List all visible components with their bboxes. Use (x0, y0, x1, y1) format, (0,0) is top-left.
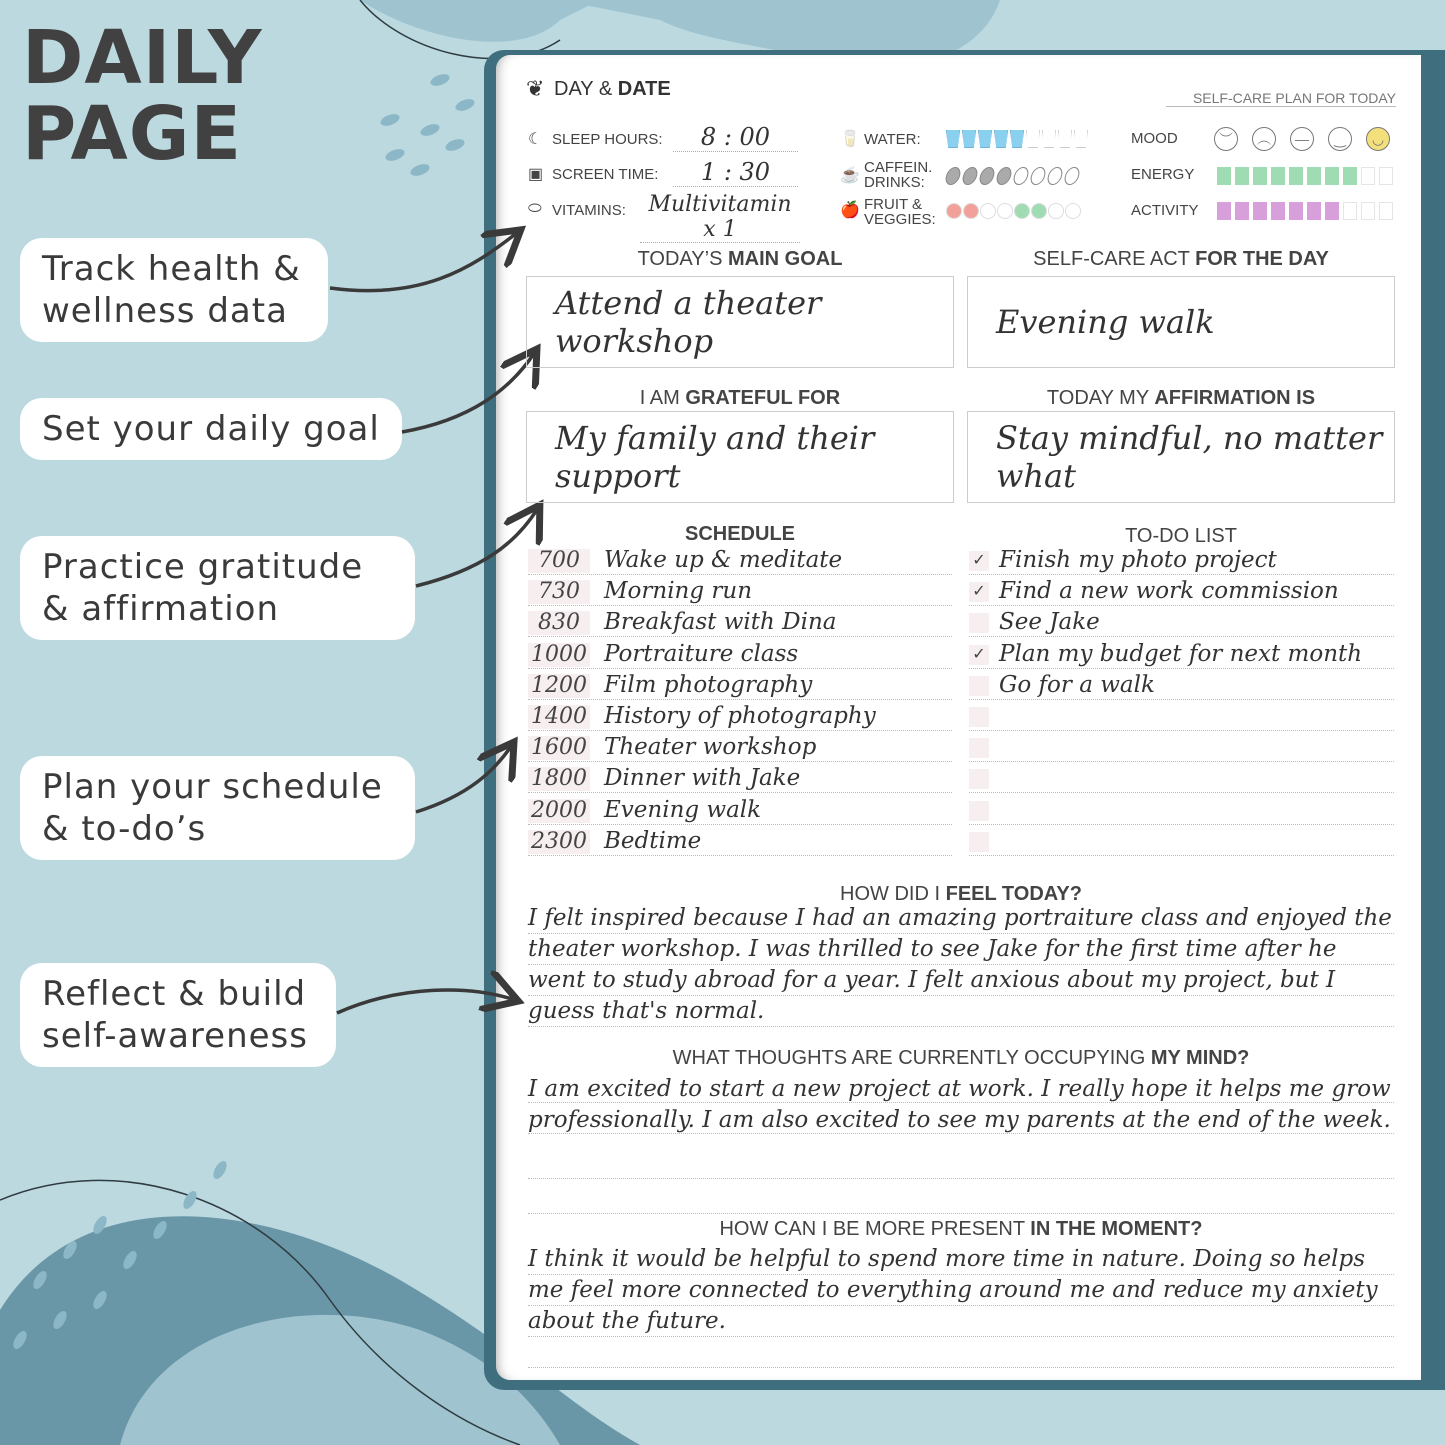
caffeine-label-2: DRINKS: (864, 174, 925, 191)
todo-row[interactable] (969, 734, 1394, 762)
mood-label: MOOD (1131, 130, 1178, 147)
main-goal-box[interactable]: Attend a theater workshop (526, 276, 954, 368)
main-goal-title (526, 248, 954, 271)
title-plain: TODAY MY (1046, 387, 1149, 409)
energy-square[interactable] (1217, 167, 1231, 185)
todo-title: TO-DO LIST (1125, 525, 1237, 547)
day-date-bold: DATE (617, 78, 671, 100)
sleep-hours-label: SLEEP HOURS: (552, 131, 663, 148)
todo-checkbox[interactable] (969, 707, 989, 727)
energy-square[interactable] (1253, 167, 1267, 185)
activity-label: ACTIVITY (1131, 202, 1199, 219)
screen-time-value: 1 : 30 (673, 158, 798, 187)
energy-square[interactable] (1361, 167, 1375, 185)
callout-health (20, 238, 328, 342)
callout-line: Track health & (42, 249, 301, 289)
callout-schedule (20, 756, 415, 860)
coffee-bean-icon[interactable] (1046, 167, 1065, 185)
affirmation-title (967, 387, 1395, 410)
fruit-icons (946, 203, 1082, 224)
title-plain: HOW DID I (840, 883, 941, 905)
thoughts-text[interactable]: I am excited to start a new project at work. I really hope it helps me grow professionally. I am also excited to see my parents at the end of the week. (528, 1076, 1391, 1133)
title-bold: MAIN GOAL (727, 248, 843, 270)
water-cup-icon[interactable] (1074, 130, 1088, 148)
callout-reflect (20, 963, 336, 1067)
title-bold: GRATEFUL FOR (685, 387, 841, 409)
callout-line: wellness data (42, 291, 288, 331)
title-bold: FOR THE DAY (1195, 248, 1329, 270)
mood-face-icon[interactable]: — (1290, 127, 1314, 151)
todo-row[interactable] (969, 828, 1394, 856)
schedule-time: 2300 (528, 830, 590, 854)
energy-square[interactable] (1379, 167, 1393, 185)
pill-icon: ⬭ (528, 200, 542, 217)
vitamins-value: Multivitamin x 1 (640, 192, 800, 243)
title-bold: IN THE MOMENT? (1030, 1218, 1203, 1240)
schedule-time: 2000 (528, 799, 590, 823)
schedule-time: 1400 (528, 705, 590, 729)
title-plain: TODAY’S (637, 248, 723, 270)
water-cup-icon[interactable] (978, 130, 992, 148)
title-bold: MY MIND? (1150, 1047, 1250, 1069)
schedule-time: 1200 (528, 674, 590, 698)
coffee-bean-icon[interactable] (995, 167, 1014, 185)
caffeine-beans (946, 167, 1082, 190)
water-cup-icon[interactable] (962, 130, 976, 148)
fruit-icon[interactable] (997, 203, 1013, 219)
vitamins-label: VITAMINS: (552, 202, 626, 219)
todo-text: See Jake (999, 609, 1100, 636)
schedule-time: 1800 (528, 767, 590, 791)
callout-line: self-awareness (42, 1016, 308, 1056)
energy-label: ENERGY (1131, 166, 1195, 183)
coffee-bean-icon[interactable] (978, 167, 997, 185)
fruit-label (864, 197, 936, 227)
water-cup-icon[interactable] (1026, 130, 1040, 148)
fruit-icon[interactable] (1048, 203, 1064, 219)
present-title (526, 1218, 1396, 1241)
screen-icon: ▣ (528, 166, 544, 183)
schedule-time: 1600 (528, 736, 590, 760)
callout-gratitude (20, 536, 415, 640)
todo-text: Finish my photo project (999, 547, 1277, 573)
activity-square[interactable] (1271, 202, 1285, 220)
schedule-row[interactable] (528, 578, 952, 606)
water-bottle-icon: 🥛 (840, 131, 860, 148)
schedule-row[interactable] (528, 547, 952, 575)
callout-line: & to-do’s (42, 809, 207, 849)
activity-square[interactable] (1217, 202, 1231, 220)
page-heading (22, 15, 263, 177)
coffee-bean-icon[interactable] (1063, 167, 1082, 185)
schedule-text: Bedtime (604, 827, 702, 854)
callout-line: Set your daily goal (42, 409, 380, 449)
todo-row[interactable] (969, 703, 1394, 731)
affirmation-box[interactable]: Stay mindful, no matter what (967, 411, 1395, 503)
mood-face-icon[interactable]: ‿ (1328, 127, 1352, 151)
energy-meter (1217, 167, 1397, 190)
moon-icon: ☾ (528, 131, 543, 148)
todo-row[interactable] (969, 641, 1394, 669)
schedule-text: Breakfast with Dina (604, 609, 837, 636)
energy-square[interactable] (1235, 167, 1249, 185)
energy-square[interactable] (1289, 167, 1303, 185)
callout-line: Plan your schedule (42, 767, 383, 807)
todo-checkbox[interactable]: ✓ (969, 582, 989, 602)
caffeine-label-1: CAFFEIN. (864, 159, 933, 176)
schedule-text: Evening walk (604, 796, 762, 823)
todo-row[interactable] (969, 547, 1394, 575)
schedule-time: 1000 (528, 643, 590, 667)
schedule-row[interactable] (528, 672, 952, 700)
self-care-plan-label: SELF-CARE PLAN FOR TODAY (1166, 90, 1396, 107)
fruit-icon[interactable] (1031, 203, 1047, 219)
title-bold: AFFIRMATION IS (1154, 387, 1316, 409)
schedule-text: Portraiture class (604, 640, 799, 667)
activity-square[interactable] (1361, 202, 1375, 220)
activity-square[interactable] (1325, 202, 1339, 220)
fruit-icon[interactable] (1014, 203, 1030, 219)
title-plain: SELF-CARE ACT (1033, 248, 1190, 270)
todo-text: Plan my budget for next month (999, 640, 1363, 667)
mood-face-icon[interactable]: ︵ (1252, 127, 1276, 151)
fruit-label-1: FRUIT & (864, 196, 923, 213)
screen-time-label: SCREEN TIME: (552, 166, 659, 183)
fruit-icon[interactable] (963, 203, 979, 219)
energy-square[interactable] (1271, 167, 1285, 185)
todo-row[interactable] (969, 578, 1394, 606)
apple-icon: 🍎 (840, 202, 860, 219)
todo-checkbox[interactable]: ✓ (969, 645, 989, 665)
activity-square[interactable] (1253, 202, 1267, 220)
callout-goal (20, 398, 402, 460)
grateful-title (526, 387, 954, 410)
schedule-row[interactable] (528, 797, 952, 825)
schedule-row[interactable] (528, 734, 952, 762)
mood-face-icon[interactable]: ︶ (1214, 127, 1238, 151)
todo-row[interactable] (969, 765, 1394, 793)
schedule-row[interactable] (528, 765, 952, 793)
present-text[interactable]: I think it would be helpful to spend more time in nature. Doing so helps me feel more connected to everything around me and reduce my anxiety about the future. (528, 1246, 1378, 1334)
energy-square[interactable] (1325, 167, 1339, 185)
water-cup-icon[interactable] (1042, 130, 1056, 148)
coffee-bean-icon[interactable] (961, 167, 980, 185)
fruit-icon[interactable] (946, 203, 962, 219)
page-header (526, 76, 1396, 106)
self-care-title (967, 248, 1395, 271)
water-cup-icon[interactable] (1058, 130, 1072, 148)
day-date-prefix: DAY & (554, 78, 613, 100)
heading-line-1: DAILY (22, 15, 263, 101)
day-date-label (554, 78, 671, 101)
water-label: WATER: (864, 131, 921, 148)
schedule-text: Wake up & meditate (604, 547, 843, 573)
water-cup-icon[interactable] (994, 130, 1008, 148)
water-cup-icon[interactable] (946, 130, 960, 148)
schedule-text: Theater workshop (604, 734, 817, 761)
todo-row[interactable] (969, 672, 1394, 700)
activity-square[interactable] (1379, 202, 1393, 220)
activity-square[interactable] (1307, 202, 1321, 220)
todo-checkbox[interactable] (969, 613, 989, 633)
water-cup-icon[interactable] (1010, 130, 1024, 148)
callout-line: Reflect & build (42, 974, 307, 1014)
activity-meter (1217, 202, 1397, 225)
title-plain: I AM (639, 387, 680, 409)
todo-text: Go for a walk (999, 671, 1155, 698)
todo-checkbox[interactable] (969, 769, 989, 789)
schedule-time: 730 (528, 580, 590, 604)
schedule-text: Morning run (604, 578, 753, 605)
schedule-time: 700 (528, 549, 590, 573)
self-care-box[interactable]: Evening walk (967, 276, 1395, 368)
callout-line: & affirmation (42, 589, 280, 629)
feel-text[interactable]: I felt inspired because I had an amazing portraiture class and enjoyed the theater workshop. I was thrilled to see Jake for the first time after he went to study abroad for a year. I felt anxious about my project, but I guess that's normal. (528, 905, 1392, 1024)
coffee-bean-icon[interactable] (944, 167, 963, 185)
mood-faces (1214, 127, 1404, 151)
todo-checkbox[interactable]: ✓ (969, 551, 989, 571)
coffee-bean-icon[interactable] (1012, 167, 1031, 185)
fruit-label-2: VEGGIES: (864, 211, 936, 228)
caffeine-label (864, 160, 932, 190)
todo-text: Find a new work commission (999, 578, 1339, 605)
schedule-row[interactable] (528, 703, 952, 731)
schedule-row[interactable] (528, 609, 952, 637)
schedule-title: SCHEDULE (684, 523, 795, 545)
todo-checkbox[interactable] (969, 801, 989, 821)
schedule-time: 830 (528, 611, 590, 635)
activity-square[interactable] (1235, 202, 1249, 220)
fruit-icon[interactable] (1065, 203, 1081, 219)
title-plain: WHAT THOUGHTS ARE CURRENTLY OCCUPYING (672, 1047, 1146, 1069)
grateful-box[interactable]: My family and their support (526, 411, 954, 503)
todo-row[interactable] (969, 797, 1394, 825)
todo-checkbox[interactable] (969, 676, 989, 696)
energy-square[interactable] (1343, 167, 1357, 185)
brand-logo-icon: ❦ (526, 76, 545, 101)
activity-square[interactable] (1289, 202, 1303, 220)
todo-row[interactable] (969, 609, 1394, 637)
todo-checkbox[interactable] (969, 832, 989, 852)
title-bold: FEEL TODAY? (945, 883, 1082, 905)
callout-line: Practice gratitude (42, 547, 364, 587)
schedule-text: Film photography (604, 671, 813, 698)
schedule-text: Dinner with Jake (604, 765, 801, 792)
schedule-row[interactable] (528, 641, 952, 669)
schedule-text: History of photography (604, 703, 876, 729)
coffee-bean-icon[interactable] (1029, 167, 1048, 185)
activity-square[interactable] (1343, 202, 1357, 220)
thoughts-title (526, 1047, 1396, 1070)
todo-checkbox[interactable] (969, 738, 989, 758)
title-plain: HOW CAN I BE MORE PRESENT (719, 1218, 1025, 1240)
coffee-icon: ☕ (840, 167, 860, 184)
energy-square[interactable] (1307, 167, 1321, 185)
schedule-row[interactable] (528, 828, 952, 856)
fruit-icon[interactable] (980, 203, 996, 219)
mood-face-icon[interactable]: ◡ (1366, 127, 1390, 151)
sleep-hours-value: 8 : 00 (673, 123, 798, 152)
water-cups (946, 130, 1090, 153)
heading-line-2: PAGE (22, 91, 243, 177)
